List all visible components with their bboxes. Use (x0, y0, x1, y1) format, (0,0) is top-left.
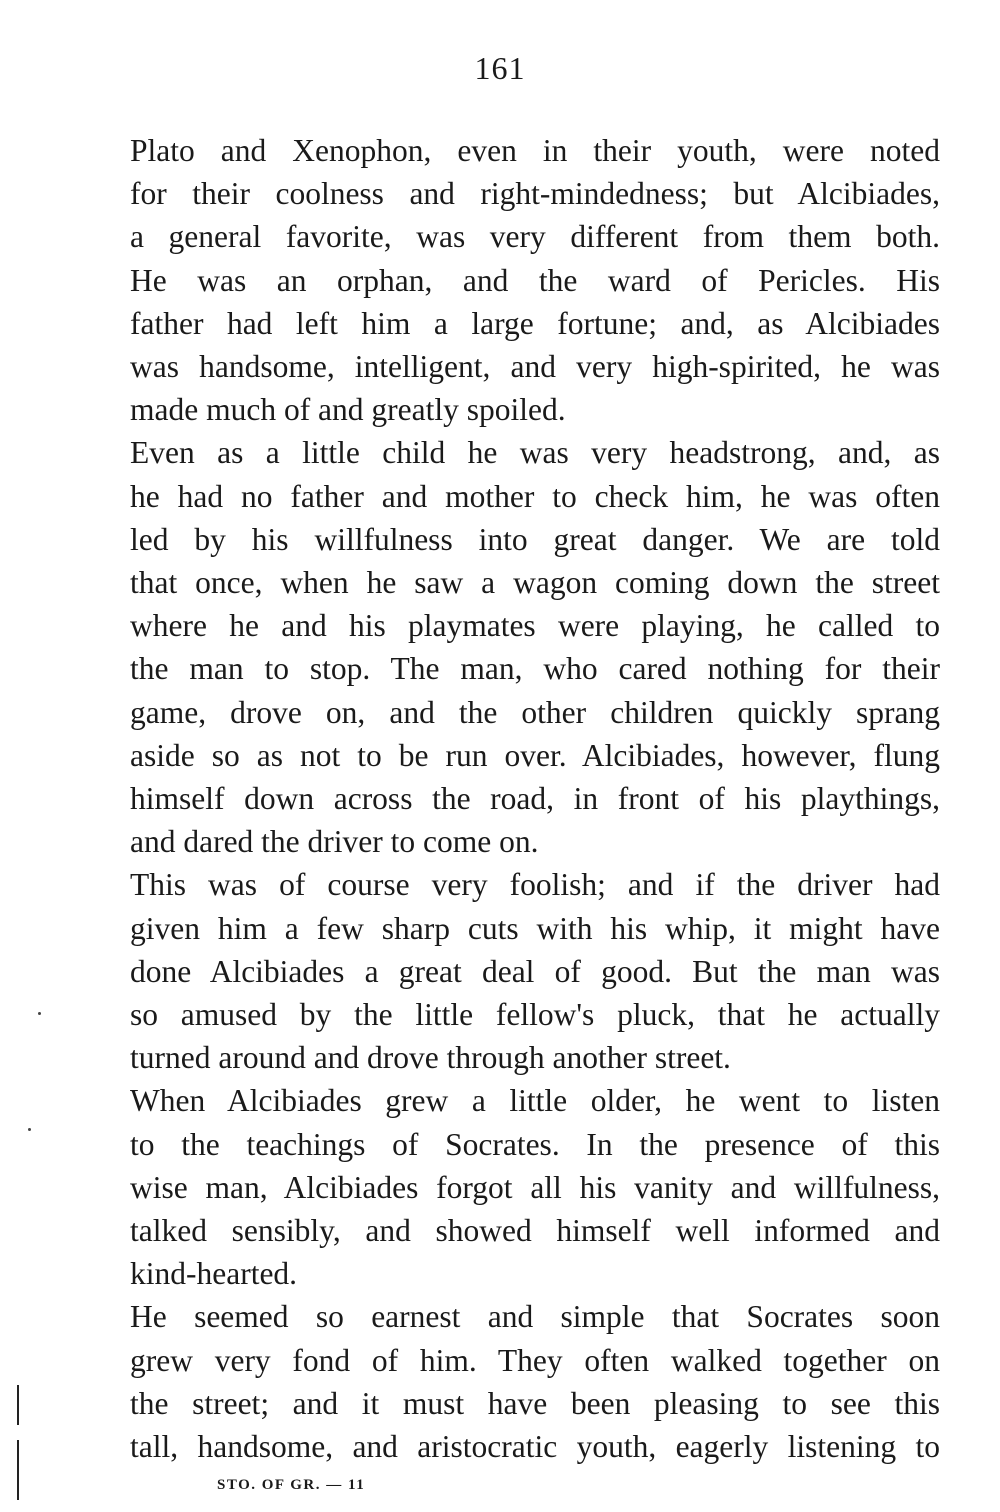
text-line: game, drove on, and the other children quickly sprang (130, 694, 940, 730)
text-line: and dared the driver to come on. (130, 824, 539, 860)
text-line: to the teachings of Socrates. In the presence of this (130, 1126, 940, 1162)
text-line: grew very fond of him. They often walked together on (130, 1342, 940, 1378)
text-line: done Alcibiades a great deal of good. But the man was (130, 953, 940, 989)
text-line: was handsome, intelligent, and very high-spirited, he was (130, 349, 940, 385)
text-line: for their coolness and right-mindedness; but Alcibiades, (130, 176, 940, 212)
text-line: so amused by the little fellow's pluck, that he actually (130, 997, 940, 1033)
margin-rule (17, 1440, 19, 1500)
margin-speck (38, 1012, 41, 1015)
text-line: himself down across the road, in front of his playthings, (130, 781, 940, 817)
text-line: When Alcibiades grew a little older, he went to listen (130, 1083, 940, 1119)
paragraph-1 (97, 129, 940, 431)
text-line: made much of and greatly spoiled. (130, 392, 566, 428)
body-text (97, 129, 940, 1468)
text-line: tall, handsome, and aristocratic youth, eagerly listening to (130, 1429, 940, 1465)
text-line: the man to stop. The man, who cared nothing for their (130, 651, 940, 687)
paragraph-3 (97, 863, 940, 1079)
text-line: the street; and it must have been pleasing to see this (130, 1385, 940, 1421)
text-line: kind-hearted. (130, 1256, 298, 1292)
margin-rule (17, 1385, 19, 1425)
margin-speck (28, 1128, 31, 1131)
text-line: talked sensibly, and showed himself well informed and (130, 1213, 940, 1249)
text-line: led by his willfulness into great danger. We are told (130, 521, 940, 557)
text-line: where he and his playmates were playing, he called to (130, 608, 940, 644)
paragraph-2 (97, 431, 940, 863)
paragraph-4 (97, 1079, 940, 1295)
text-line: a general favorite, was very different from them both. (130, 219, 940, 255)
page-number: 161 (474, 50, 526, 86)
text-line: father had left him a large fortune; and, as Alcibiades (130, 305, 940, 341)
text-line: Even as a little child he was very headstrong, and, as (130, 435, 940, 471)
signature-mark: STO. OF GR. — 11 (217, 1477, 366, 1493)
text-line: given him a few sharp cuts with his whip, it might have (130, 910, 940, 946)
paragraph-5 (97, 1295, 940, 1468)
text-line: This was of course very foolish; and if the driver had (130, 867, 940, 903)
text-line: that once, when he saw a wagon coming down the street (130, 565, 940, 601)
text-line: turned around and drove through another street. (130, 1040, 731, 1076)
text-line: He seemed so earnest and simple that Socrates soon (130, 1299, 940, 1335)
text-line: He was an orphan, and the ward of Pericles. His (130, 262, 940, 298)
text-line: aside so as not to be run over. Alcibiades, however, flung (130, 737, 940, 773)
text-line: he had no father and mother to check him, he was often (130, 478, 940, 514)
text-line: Plato and Xenophon, even in their youth, were noted (130, 133, 940, 168)
text-line: wise man, Alcibiades forgot all his vanity and willfulness, (130, 1169, 940, 1205)
